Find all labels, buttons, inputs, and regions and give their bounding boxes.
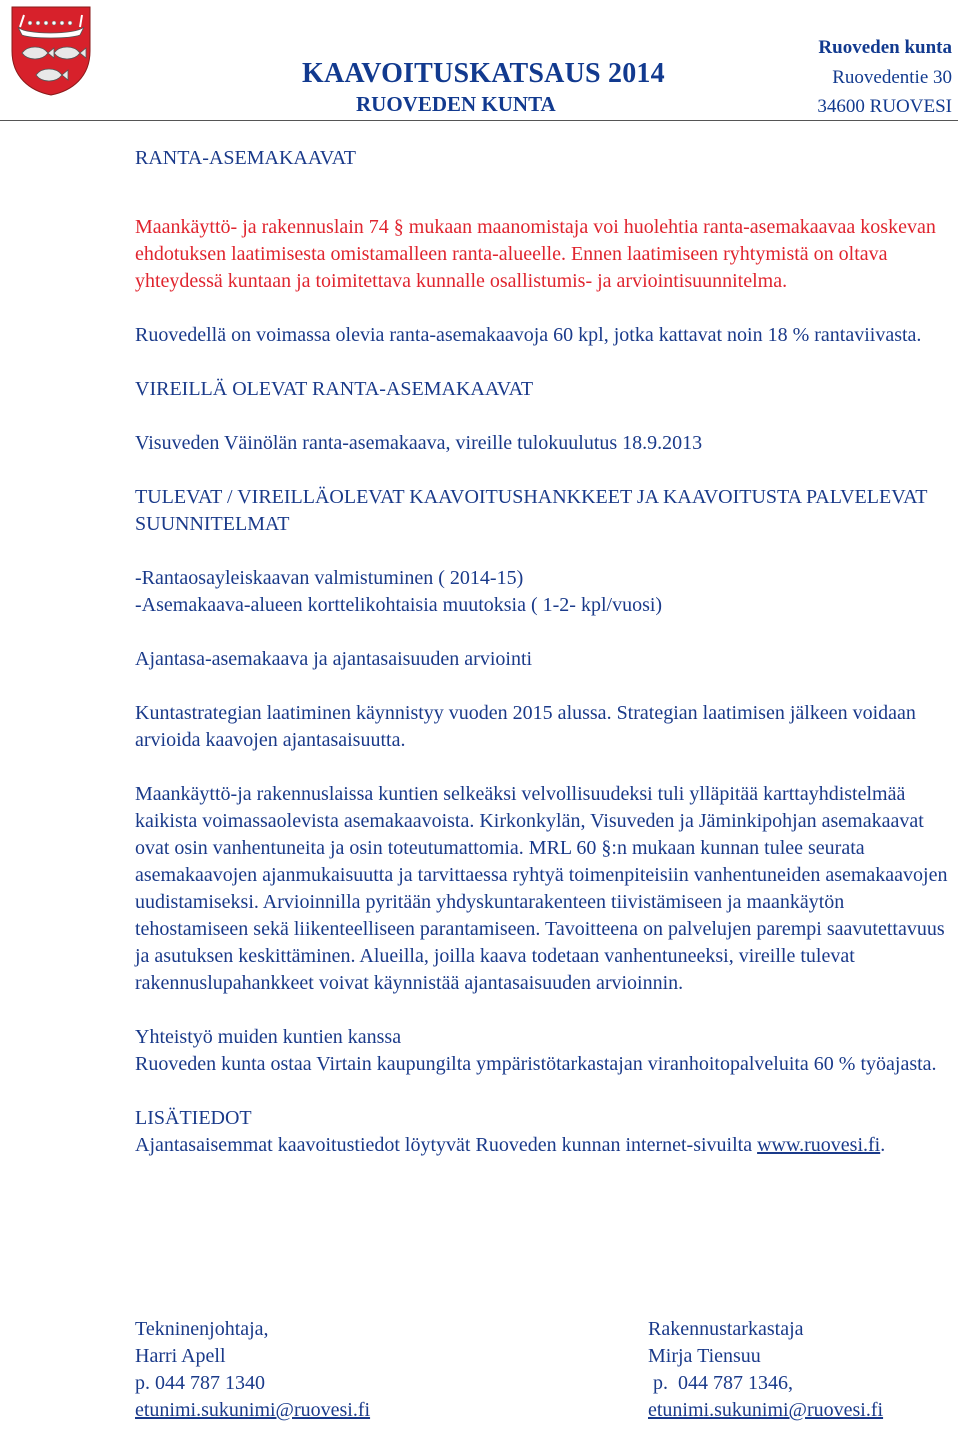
tulevat-item: -Rantaosayleiskaavan valmistuminen ( 2014-15) <box>135 567 524 589</box>
document-title: KAAVOITUSKATSAUS 2014 <box>302 58 665 89</box>
postal-address: 34600 RUOVESI <box>817 96 952 117</box>
ranta-heading: RANTA-ASEMAKAAVAT <box>135 147 357 169</box>
header-divider <box>0 120 958 121</box>
contact-name: Harri Apell <box>135 1345 226 1367</box>
ajantasa-heading: Ajantasa-asemakaava ja ajantasaisuuden arviointi <box>135 648 533 670</box>
lisatiedot-heading: LISÄTIEDOT <box>135 1107 252 1129</box>
strategia-paragraph: Kuntastrategian laatiminen käynnistyy vuoden 2015 alussa. Strategian laatimisen jälkeen voidaan arvioida kaavojen ajantasaisuutta. <box>135 702 916 751</box>
contact-name: Mirja Tiensuu <box>648 1345 761 1367</box>
lisatiedot-paragraph <box>135 1132 955 1159</box>
coat-of-arms-icon <box>10 5 92 97</box>
contact-phone: p. 044 787 1340 <box>135 1372 265 1394</box>
yhteistyo-heading: Yhteistyö muiden kuntien kanssa <box>135 1026 402 1048</box>
lisatiedot-text: Ajantasaisemmat kaavoitustiedot löytyvät Ruoveden kunnan internet-sivuilta <box>135 1134 753 1156</box>
ruovesi-paragraph: Ruovedellä on voimassa olevia ranta-asemakaavoja 60 kpl, jotka kattavat noin 18 % rantaviivasta. <box>135 324 922 346</box>
tulevat-heading: TULEVAT / VIREILLÄOLEVAT KAAVOITUSHANKKEET JA KAAVOITUSTA PALVELEVAT SUUNNITELMAT <box>135 486 928 535</box>
website-link[interactable]: www.ruovesi.fi <box>757 1134 881 1156</box>
document-body <box>135 145 955 1159</box>
mrl-paragraph: Maankäyttö-ja rakennuslaissa kuntien selkeäksi velvollisuudeksi tuli ylläpitää karttayhdistelmää kaikista voimassaolevista asemakaavoista. Kirkonkylän, Visuveden ja Jäminkipohjan asemakaavat ovat osin vanhentuneita ja osin toteutumattomia. MRL 60 §:n mukaan kunnan tulee seurata asemakaavojen ajanmukaisuutta ja tarvittaessa ryhtyä toimenpiteisiin vanhentuneiden asemakaavojen uudistamiseksi. Arvioinnilla pyritään yhdyskuntarakenteen tiivistämiseen ja maankäytön tehostamiseen sekä liikenteelliseen parantamiseen. Tavoitteena on palvelujen parempi saavutettavuus ja asutuksen keskittäminen. Alueilla, joilla kaava todetaan vanhentuneeksi, vireille tulevat rakennuslupahankkeet voivat käynnistää ajantasaisuuden arvioinnin. <box>135 783 948 994</box>
contact-technical-director <box>135 1316 370 1424</box>
document-subtitle: RUOVEDEN KUNTA <box>356 92 556 116</box>
contact-role: Rakennustarkastaja <box>648 1318 804 1340</box>
tulevat-item: -Asemakaava-alueen korttelikohtaisia muutoksia ( 1-2- kpl/vuosi) <box>135 594 663 616</box>
organization-name: Ruoveden kunta <box>818 37 952 58</box>
street-address: Ruovedentie 30 <box>832 67 952 88</box>
contact-building-inspector <box>648 1316 883 1424</box>
contact-email-link[interactable]: etunimi.sukunimi@ruovesi.fi <box>135 1399 371 1421</box>
contact-role: Tekninenjohtaja, <box>135 1318 269 1340</box>
yhteistyo-paragraph: Ruoveden kunta ostaa Virtain kaupungilta ympäristötarkastajan viranhoitopalveluita 60 % työajasta. <box>135 1053 937 1075</box>
contact-phone: p. 044 787 1346, <box>648 1372 793 1394</box>
vireilla-item: Visuveden Väinölän ranta-asemakaava, vireille tulokuulutus 18.9.2013 <box>135 432 703 454</box>
ranta-paragraph: Maankäyttö- ja rakennuslain 74 § mukaan maanomistaja voi huolehtia ranta-asemakaavaa koskevan ehdotuksen laatimisesta omistamalleen ranta-alueelle. Ennen laatimiseen ryhtymistä on oltava yhteydessä kuntaan ja toimitettava kunnalle osallistumis- ja arviointisuunnitelma. <box>135 216 936 292</box>
contact-email-link[interactable]: etunimi.sukunimi@ruovesi.fi <box>648 1399 884 1421</box>
vireilla-heading: VIREILLÄ OLEVAT RANTA-ASEMAKAAVAT <box>135 378 534 400</box>
lisatiedot-period: . <box>880 1134 886 1156</box>
